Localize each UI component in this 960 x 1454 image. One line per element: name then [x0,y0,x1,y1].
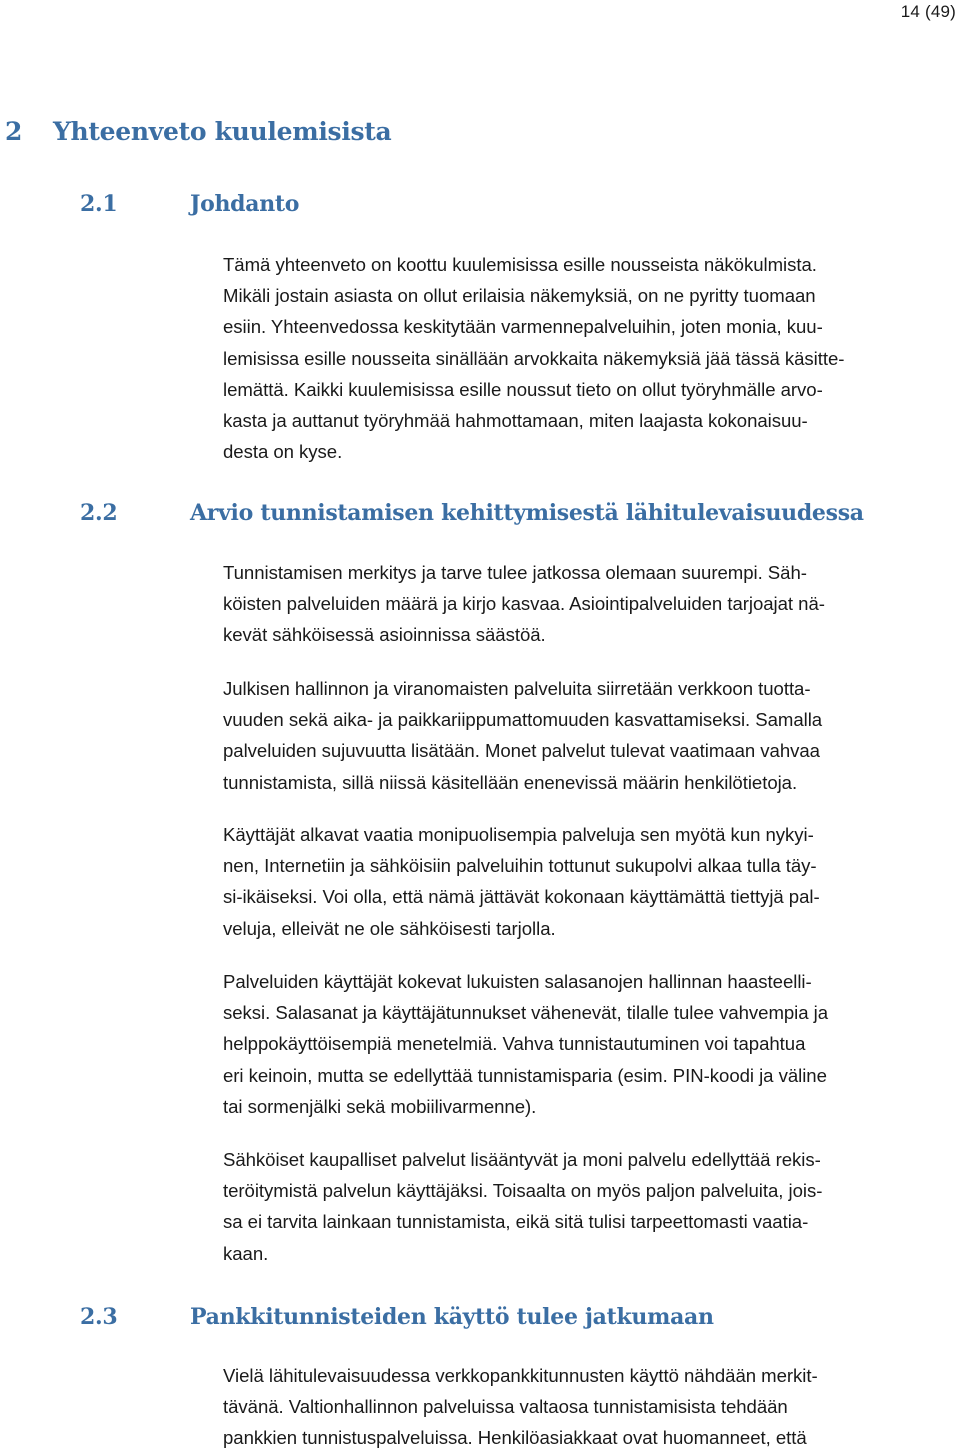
text-line: köisten palveluiden määrä ja kirjo kasvaa. Asiointipalveluiden tarjoajat nä- [223,593,825,615]
chapter-heading [5,117,391,146]
paragraph-2-1-1 [223,249,935,467]
paragraph-2-2-2 [223,673,935,798]
text-line: tai sormenjälki sekä mobiilivarmenne). [223,1095,537,1117]
text-line: lemisissa esille nousseita sinällään arvokkaita näkemyksiä jää tässä käsitte- [223,347,845,369]
text-line: Sähköiset kaupalliset palvelut lisääntyvät ja moni palvelu edellyttää rekis- [223,1149,821,1170]
section-number: 2.3 [80,1304,118,1330]
chapter-title: Yhteenveto kuulemisista [53,117,392,146]
text-line: nen, Internetiin ja sähköisiin palveluihin tottunut sukupolvi alkaa tulla täy- [223,855,817,877]
text-line: kasta ja auttanut työryhmää hahmottamaan, miten laajasta kokonaisuu- [223,410,808,432]
text-line: sa ei tarvita lainkaan tunnistamista, eikä sitä tulisi tarpeettomasti vaatia- [223,1211,809,1233]
text-line: teröitymistä palvelun käyttäjäksi. Toisaalta on myös paljon palveluita, jois- [223,1180,823,1202]
text-line: lemättä. Kaikki kuulemisissa esille noussut tieto on ollut työryhmälle arvo- [223,378,823,400]
section-title: Arvio tunnistamisen kehittymisestä lähitulevaisuudessa [190,500,864,526]
text-line: Julkisen hallinnon ja viranomaisten palveluita siirretään verkkoon tuotta- [223,678,811,699]
text-line: kaan. [223,1242,269,1264]
text-line: si-ikäiseksi. Voi olla, että nämä jättävät kokonaan käyttämättä tiettyjä pal- [223,886,820,908]
text-line: Mikäli jostain asiasta on ollut erilaisia näkemyksiä, on ne pyritty tuomaan [223,285,816,307]
text-line: desta on kyse. [223,441,343,463]
text-line: vuuden sekä aika- ja paikkariippumattomuuden kasvattamiseksi. Samalla [223,709,823,731]
paragraph-2-3-1 [223,1360,935,1454]
text-line: esiin. Yhteenvedossa keskitytään varmennepalveluihin, joten monia, kuu- [223,316,823,338]
text-line: veluja, elleivät ne ole sähköisesti tarjolla. [223,917,556,939]
text-line: palveluiden sujuvuutta lisätään. Monet palvelut tulevat vaatimaan vahvaa [223,740,820,762]
text-line: Palveluiden käyttäjät kokevat lukuisten salasanojen hallinnan haasteelli- [223,971,812,992]
text-line: Vielä lähitulevaisuudessa verkkopankkitunnusten käyttö nähdään merkit- [223,1365,818,1386]
paragraph-2-2-4 [223,966,935,1122]
text-line: pankkien tunnistuspalveluissa. Henkilöasiakkaat ovat huomanneet, että [223,1427,807,1449]
text-line: kevät sähköisessä asioinnissa säästöä. [223,624,546,646]
chapter-number: 2 [5,117,23,146]
text-line: tävänä. Valtionhallinnon palveluissa valtaosa tunnistamisista tehdään [223,1396,788,1418]
paragraph-2-2-3 [223,819,935,944]
section-title: Pankkitunnisteiden käyttö tulee jatkumaan [190,1304,714,1330]
text-line: Tämä yhteenveto on koottu kuulemisissa esille nousseista näkökulmista. [223,254,817,275]
text-line: Käyttäjät alkavat vaatia monipuolisempia palveluja sen myötä kun nykyi- [223,824,814,845]
section-heading-2-3 [80,1304,714,1330]
paragraph-2-2-5 [223,1144,935,1269]
text-line: seksi. Salasanat ja käyttäjätunnukset vähenevät, tilalle tulee vahvempia ja [223,1002,829,1024]
text-line: eri keinoin, mutta se edellyttää tunnistamisparia (esim. PIN-koodi ja väline [223,1064,827,1086]
section-number: 2.2 [80,500,118,526]
text-line: Tunnistamisen merkitys ja tarve tulee jatkossa olemaan suurempi. Säh- [223,562,807,583]
section-number: 2.1 [80,191,118,217]
text-line: tunnistamista, sillä niissä käsitellään enenevissä määrin henkilötietoja. [223,771,798,793]
section-title: Johdanto [190,191,300,217]
paragraph-2-2-1 [223,557,935,651]
text-line: helppokäyttöisempiä menetelmiä. Vahva tunnistautuminen voi tapahtua [223,1033,806,1055]
section-heading-2-2 [80,500,864,526]
section-heading-2-1 [80,191,299,217]
page-number: 14 (49) [900,2,956,21]
